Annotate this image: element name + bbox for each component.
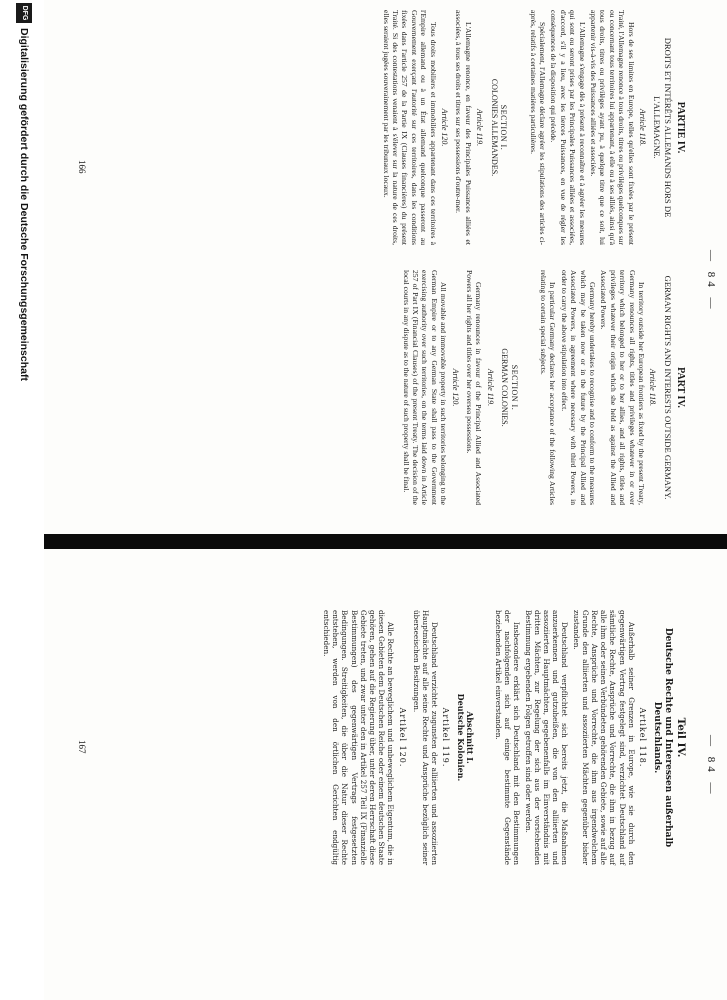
folio-number: 167	[77, 740, 87, 754]
english-column	[399, 270, 687, 505]
paragraph: Deutschland verpflichtet sich bereits jetzt, die Maßnahmen anzuerkennen und gutzuheißen, die von den alliierten und assoziierten Hauptmächten, gegebenenfalls im Einverständnis mit dritten Mächten, zur Regelung der sich aus der vorstehenden Bestimmung ergebenden Folgen getroffen sind oder werden.	[523, 610, 570, 865]
section-subtitle: Deutsche Kolonien.	[455, 693, 466, 782]
part-title: PART IV.	[675, 367, 686, 408]
article-heading: Article 120.	[440, 108, 450, 147]
section-title: SECTION I.	[509, 364, 519, 411]
paragraph: In particular Germany declares her acceptance of the following Articles relating to certain special subjects.	[539, 270, 558, 505]
section-title: SECTION I.	[499, 104, 509, 151]
french-column	[379, 10, 687, 245]
part-title: PARTIE IV.	[675, 101, 686, 154]
section-title: Abschnitt I.	[464, 711, 475, 764]
section-subtitle: COLONIES ALLEMANDES.	[489, 78, 499, 177]
german-column	[320, 610, 687, 865]
article-heading: Article 119.	[475, 108, 485, 147]
paragraph: Hors de ses limites en Europe, telles qu'elles sont fixées par le présent Traité, l'Allemagne renonce à tous droits, titres ou privilèges quelconques sur ou concernant tous territoires lui appartenant, à elle ou à ses alliés, ainsi qu'à tous droits, titres ou privilèges ayant pu, à quelque titre que ce soit, lui appartenir vis-à-vis des Puissances alliées et associées.	[588, 10, 636, 245]
paragraph: Spécialement, l'Allemagne déclare agréer les stipulations des articles ci-après, relatifs à certaines matières particulières.	[528, 10, 547, 245]
part-subtitle: GERMAN RIGHTS AND INTERESTS OUTSIDE GERMANY.	[663, 275, 673, 500]
part-subtitle: Deutsche Rechte und Interessen außerhalb Deutschlands.	[652, 627, 673, 848]
folio-number: 166	[77, 160, 87, 174]
paragraph: L'Allemagne renonce, en faveur des Principales Puissances alliées et associées, à tous ses droits et titres sur ses possessions d'outre-mer.	[454, 10, 473, 245]
page-number: — 84 —	[705, 735, 717, 798]
dfg-logo: DFG	[16, 3, 32, 23]
article-heading: Article 118.	[648, 368, 658, 407]
page-number: — 84 —	[705, 250, 717, 313]
section-subtitle: GERMAN COLONIES.	[500, 348, 510, 427]
paragraph: Deutschland verzichtet zugunsten der alliierten und assoziierten Hauptmächte auf alle seine Rechte und Ansprüche bezüglich seiner überseeischen Besitzungen.	[411, 610, 440, 865]
paragraph: L'Allemagne s'engage dès à présent à reconnaître et à agréer les mesures qui sont ou seront prises par les Principales Puissances alliées et associées, d'accord, s'il y a lieu, avec les tierces Puissances, en vue de régler les conséquences de la disposition qui précède.	[549, 10, 587, 245]
paragraph: In territory outside her European frontiers as fixed by the present Treaty, Germany renounces all rights, titles and privileges whatever in or over territory which belonged to her or to her allies, and all rights, titles and privileges whatever their origin which she held as against the Allied and Associated Powers.	[599, 270, 647, 505]
gutter-shadow	[0, 534, 727, 549]
paragraph: Tous droits mobiliers et immobiliers appartenant dans ces territoires à l'Empire allemand ou à un État allemand quelconque passeront au Gouvernement exerçant l'autorité sur ces territoires, dans les conditions fixées dans l'article 257 de la Partie IX (Clauses financières) du présent Traité. Si des contestations venaient à s'élever sur la nature de ces droits, elles seraient jugées souverainement par les tribunaux locaux.	[381, 10, 438, 245]
paragraph: All movable and immovable property in such territories belonging to the German Empire or to any German State shall pass to the Government exercising authority over such territories, on the terms laid down in Article 257 of Part IX (Financial Clauses) of the present Treaty. The decision of the local courts in any dispute as to the nature of such property shall be final.	[401, 270, 449, 505]
watermark-text: Digitalisierung gefördert durch die Deutsche Forschungsgemeinschaft	[18, 28, 30, 381]
article-heading: Article 118.	[638, 108, 647, 147]
digitization-watermark	[0, 0, 44, 1000]
paragraph: Germany hereby undertakes to recognise and to conform to the measures which may be taken now or in the future by the Principal Allied and Associated Powers, in agreement where necessary with third Powers, in order to carry the above stipulation into effect.	[559, 270, 598, 505]
article-heading: Artikel 118.	[638, 707, 647, 768]
article-heading: Artikel 119.	[441, 707, 451, 768]
article-heading: Artikel 120.	[397, 707, 407, 768]
left-page	[67, 0, 727, 532]
paragraph: Außerhalb seiner Grenzen in Europe, wie sie durch den gegenwärtigen Vertrag festgelegt sind, verzichtet Deutschland auf sämtliche Rechte, Ansprüche und Vorrechte, die ihm in bezug auf alle ihm oder seinen Verbündeten gehörenden Gebiete, sowie auf alle Rechte, Ansprüche und Vorrechte, die ihm aus irgendwelchem Grunde den alliierten und assoziierten Mächten gegenüber bisher zustanden.	[571, 610, 636, 865]
part-title: Teil IV.	[675, 717, 687, 758]
paragraph: Alle Rechte an beweglichem und unbeweglichem Eigentum, die in diesen Gebieten dem Deutschen Reiche oder einem deutschen Staate gehören, gehen auf die Regierung über, unter deren Herrschaft diese Gebiete treten, und zwar unter den in Artikel 257 Teil IX (Finanzielle Bestimmungen) des gegenwärtigen Vertrags festgesetzten Bedingungen. Streitigkeiten, die über die Natur dieser Rechte entstehen, werden von den örtlichen Gerichten endgültig entschieden.	[321, 610, 396, 865]
article-heading: Article 120.	[450, 368, 460, 407]
part-subtitle: DROITS ET INTÉRÊTS ALLEMANDS HORS DE L'ALLEMAGNE.	[652, 37, 673, 218]
paragraph: Germany renounces in favour of the Principal Allied and Associated Powers all her rights and titles over her oversea possessions.	[465, 270, 484, 505]
paragraph: Insbesondere erklärt sich Deutschland mit den Bestimmungen der nachfolgenden sich auf einige bestimmte Gegenstände beziehenden Artikel einverstanden.	[493, 610, 522, 865]
right-page	[67, 555, 727, 1000]
article-heading: Article 119.	[485, 368, 495, 407]
